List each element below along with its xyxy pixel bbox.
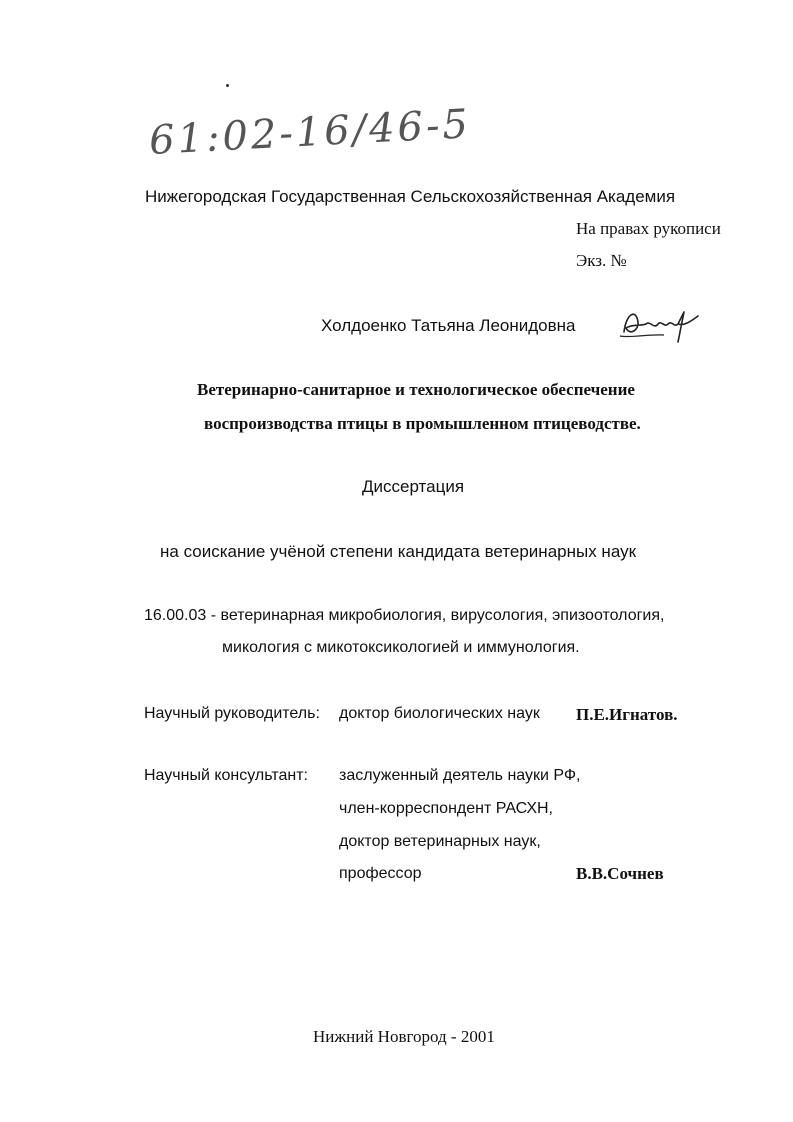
city-year: Нижний Новгород - 2001 <box>313 1027 495 1046</box>
consultant-line-3: доктор ветеринарных наук, <box>339 833 541 850</box>
consultant-line-4: профессор <box>339 865 422 882</box>
consultant-line-1: заслуженный деятель науки РФ, <box>339 767 581 784</box>
title-line-2: воспроизводства птицы в промышленном птицеводстве. <box>204 414 641 433</box>
supervisor-name: П.Е.Игнатов. <box>576 705 678 724</box>
supervisor-degree: доктор биологических наук <box>339 705 540 722</box>
consultant-name: В.В.Сочнев <box>576 864 664 883</box>
specialty-line-2: микология с микотоксикологией и иммунология. <box>222 639 580 656</box>
degree-line: на соискание учёной степени кандидата ветеринарных наук <box>160 542 637 561</box>
ink-dot <box>226 84 229 87</box>
consultant-line-2: член-корреспондент РАСХН, <box>339 800 553 817</box>
consultant-label: Научный консультант: <box>144 767 308 784</box>
supervisor-label: Научный руководитель: <box>144 705 320 722</box>
author-name: Холдоенко Татьяна Леонидовна <box>321 316 576 335</box>
handwritten-code: 61:02-16/46-5 <box>148 101 472 164</box>
signature <box>618 302 702 344</box>
copy-number: Экз. № <box>576 251 627 270</box>
specialty-line-1: 16.00.03 - ветеринарная микробиология, вирусология, эпизоотология, <box>144 607 665 624</box>
academy-name: Нижегородская Государственная Сельскохозяйственная Академия <box>145 187 676 206</box>
title-line-1: Ветеринарно-санитарное и технологическое обеспечение <box>197 380 635 399</box>
rights-notice: На правах рукописи <box>576 219 721 238</box>
document-type: Диссертация <box>362 477 465 496</box>
